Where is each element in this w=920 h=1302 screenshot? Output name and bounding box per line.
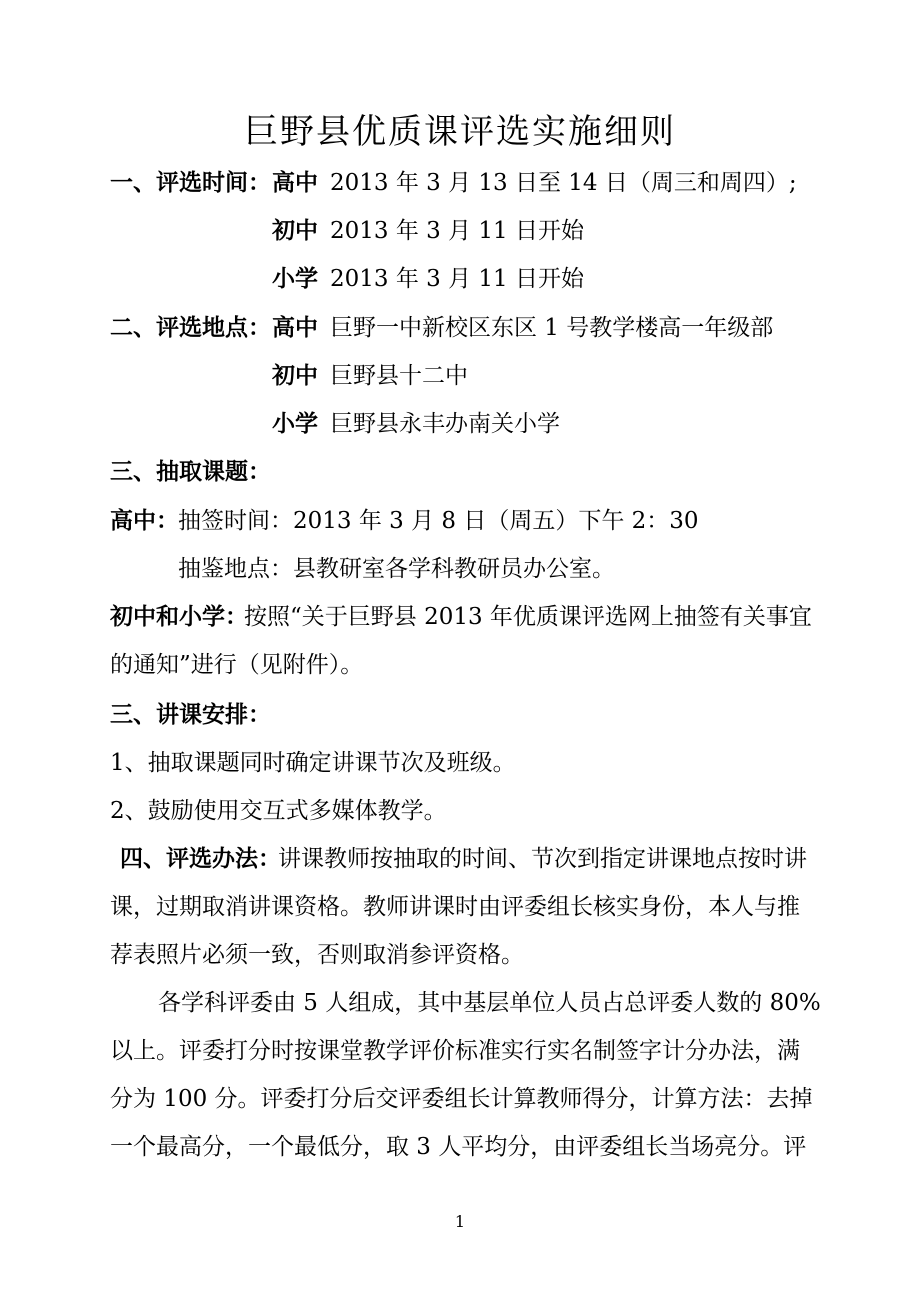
draw-high-label: 高中： <box>110 507 179 534</box>
method-p2-line4: 一个最高分，一个最低分，取 3 人平均分，由评委组长当场亮分。评 <box>110 1134 807 1160</box>
document-title: 巨野县优质课评选实施细则 <box>244 112 676 152</box>
time-high-text: 2013 年 3 月 13 日至 14 日（周三和周四）; <box>330 170 797 196</box>
draw-mp-text-1: 按照“关于巨野县 2013 年优质课评选网上抽签有关事宜 <box>244 604 812 630</box>
place-high-label: 高中 <box>272 314 318 341</box>
time-high-label: 高中 <box>272 169 318 196</box>
section-time-heading: 一、评选时间： <box>110 169 271 196</box>
place-high-text: 巨野一中新校区东区 1 号教学楼高一年级部 <box>330 315 774 341</box>
method-p2-line3: 分为 100 分。评委打分后交评委组长计算教师得分，计算方法：去掉 <box>110 1086 813 1112</box>
arrange-item-1: 1、抽取课题同时确定讲课节次及班级。 <box>110 750 516 776</box>
time-middle-text: 2013 年 3 月 11 日开始 <box>330 218 584 244</box>
place-middle-label: 初中 <box>272 362 318 389</box>
section-place-heading: 二、评选地点： <box>110 314 271 341</box>
place-middle-text: 巨野县十二中 <box>330 363 468 389</box>
draw-mp-label: 初中和小学： <box>110 603 248 630</box>
place-primary-label: 小学 <box>272 410 318 437</box>
time-primary-text: 2013 年 3 月 11 日开始 <box>330 266 584 292</box>
time-primary-label: 小学 <box>272 265 318 292</box>
section-method-heading: 四、评选办法： <box>120 845 281 872</box>
method-p1-line2: 课，过期取消讲课资格。教师讲课时由评委组长核实身份，本人与推 <box>110 894 800 920</box>
method-p2-line1: 各学科评委由 5 人组成，其中基层单位人员占总评委人数的 80% <box>158 990 821 1016</box>
method-p2-line2: 以上。评委打分时按课堂教学评价标准实行实名制签字计分办法，满 <box>110 1038 800 1064</box>
draw-high-time: 抽签时间：2013 年 3 月 8 日（周五）下午 2：30 <box>178 508 699 534</box>
time-middle-label: 初中 <box>272 217 318 244</box>
section-draw-heading: 三、抽取课题： <box>110 458 271 485</box>
arrange-item-2: 2、鼓励使用交互式多媒体教学。 <box>110 798 447 824</box>
method-p1-line1: 讲课教师按抽取的时间、节次到指定讲课地点按时讲 <box>278 846 807 872</box>
section-arrange-heading: 三、讲课安排： <box>110 701 271 728</box>
draw-mp-text-2: 的通知”进行（见附件）。 <box>110 652 364 678</box>
page-number: 1 <box>454 1212 466 1231</box>
place-primary-text: 巨野县永丰办南关小学 <box>330 411 560 437</box>
method-p1-line3: 荐表照片必须一致，否则取消参评资格。 <box>110 942 524 968</box>
draw-high-place: 抽鉴地点：县教研室各学科教研员办公室。 <box>178 556 615 582</box>
